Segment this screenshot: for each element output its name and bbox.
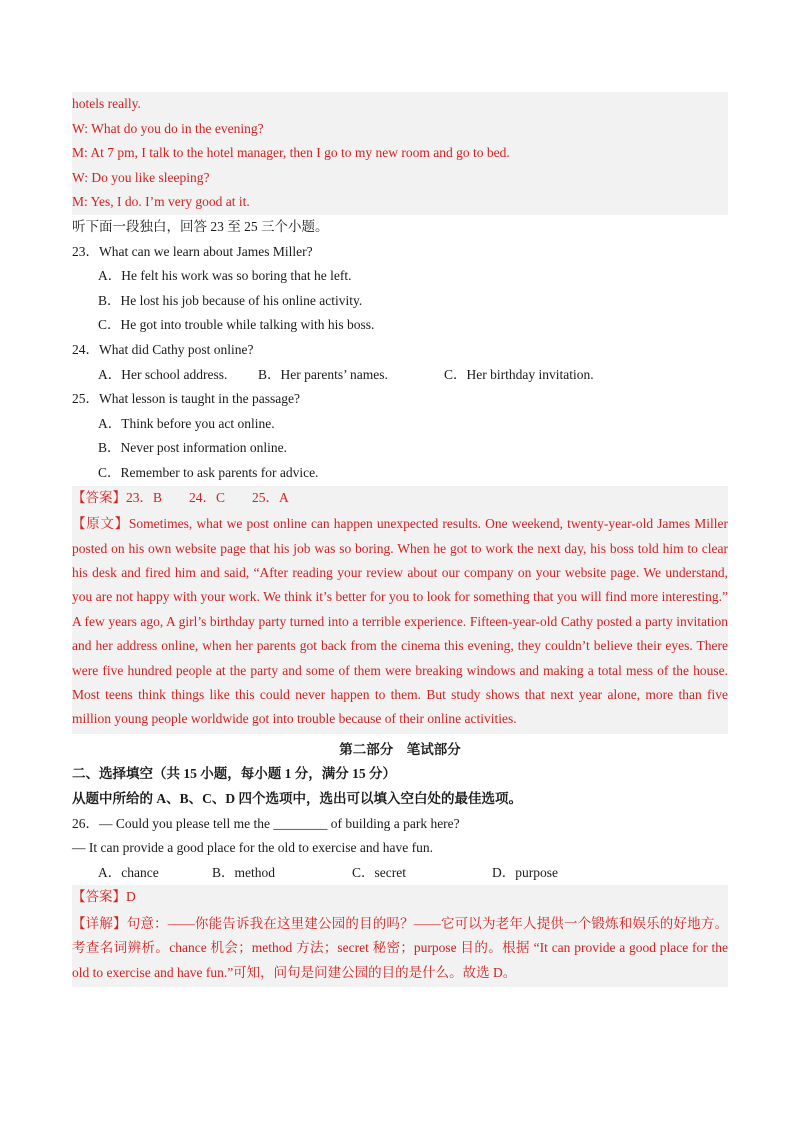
answer-tag: 【答案】 (72, 889, 126, 905)
option-b: B．method (212, 864, 275, 880)
question-24 (72, 338, 728, 387)
dialogue-line: W: Do you like sleeping? (72, 169, 210, 185)
answer-explanation-block (72, 486, 728, 734)
answer-text: D (126, 889, 136, 905)
option-b: B．He lost his job because of his online activity. (98, 292, 363, 308)
section-heading: 二、选择填空（共 15 小题，每小题 1 分，满分 15 分） (72, 766, 396, 782)
question-reply: — It can provide a good place for the old to exercise and have fun. (72, 840, 433, 856)
original-text (72, 510, 728, 734)
option-b: B．Her parents’ names. (258, 366, 388, 382)
question-stem: 25．What lesson is taught in the passage? (72, 391, 300, 407)
answer-tag: 【答案】 (72, 489, 126, 505)
detail-body: 句意：——你能告诉我在这里建公园的目的吗？——它可以为老年人提供一个锻炼和娱乐的好地方。考查名词辨析。chance 机会；method 方法；secret 秘密；purpose 目的。根据 “It can provide a good place for the old to exercise and have fun.”可知，问句是问建公园的目的是什么。故选 D。 (72, 915, 729, 980)
question-stem: 26．— Could you please tell me the ________ of building a park here? (72, 815, 460, 831)
option-c: C．Remember to ask parents for advice. (98, 464, 319, 480)
question-26 (72, 812, 728, 886)
answer-line (72, 885, 728, 910)
detail-tag: 【详解】 (72, 915, 127, 931)
answer-line (72, 486, 728, 511)
option-b: B．Never post information online. (98, 440, 287, 456)
dialogue-line: W: What do you do in the evening? (72, 120, 264, 136)
option-a: A．He felt his work was so boring that he left. (98, 268, 352, 284)
exam-page (72, 92, 728, 987)
question-23 (72, 240, 728, 338)
question-25 (72, 387, 728, 485)
options-row (72, 861, 728, 886)
option-d: D．purpose (492, 864, 558, 880)
answer-text: 23．B 24．C 25．A (126, 489, 289, 505)
option-a: A．Think before you act online. (98, 415, 275, 431)
section-intro: 听下面一段独白，回答 23 至 25 三个小题。 (72, 218, 329, 234)
question-stem: 24．What did Cathy post online? (72, 341, 254, 357)
dialogue-line: hotels really. (72, 96, 141, 111)
options-row (72, 363, 728, 388)
part-title: 第二部分 笔试部分 (339, 741, 461, 757)
original-body: Sometimes, what we post online can happen unexpected results. One weekend, twenty-year-old James Miller posted on his own website page that his job was so boring. When he got to work the next day, his boss told him to clear his desk and fired him and said, “After reading your review about our company on your website page. We understand, you are not happy with your work. We think it’s better for you to look for something that you will find more interesting.” A few years ago, A girl’s birthday party turned into a terrible experience. Fifteen-year-old Cathy posted a party invitation and her address online, when her parents got back from the cinema this evening, they couldn’t believe their eyes. There were five hundred people at the party and some of them were breaking windows and making a total mess of the house. Most teens think things like this could never happen to them. But study shows that next year alone, more than five million young people worldwide got into trouble because of their online activities. (72, 516, 729, 727)
option-c: C．He got into trouble while talking with his boss. (98, 317, 375, 333)
dialogue-line: M: At 7 pm, I talk to the hotel manager, then I go to my new room and go to bed. (72, 145, 510, 161)
option-c: C．Her birthday invitation. (444, 366, 594, 382)
original-tag: 【原文】 (72, 516, 129, 532)
dialogue-transcript (72, 92, 728, 215)
dialogue-line: M: Yes, I do. I’m very good at it. (72, 194, 250, 210)
option-c: C．secret (352, 864, 406, 880)
detail-text (72, 910, 728, 987)
option-a: A．Her school address. (98, 366, 228, 382)
question-stem: 23．What can we learn about James Miller? (72, 243, 313, 259)
option-a: A．chance (98, 864, 159, 880)
answer-explanation-block (72, 885, 728, 987)
section-instruction: 从题中所给的 A、B、C、D 四个选项中，选出可以填入空白处的最佳选项。 (72, 790, 523, 806)
